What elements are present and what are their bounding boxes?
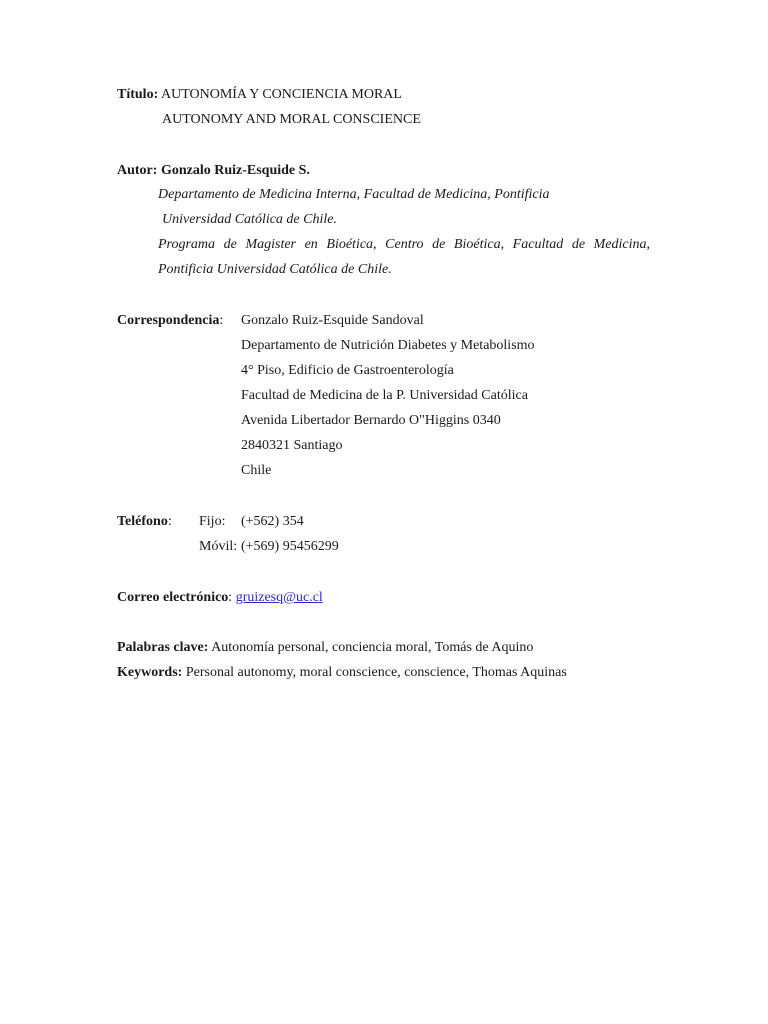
correspondence-line-1: Gonzalo Ruiz-Esquide Sandoval	[241, 313, 424, 328]
email-colon: :	[228, 590, 233, 605]
phone-colon: :	[167, 514, 172, 529]
correspondence-line-2: Departamento de Nutrición Diabetes y Metabolismo	[241, 338, 535, 353]
correspondence-label-line	[117, 312, 223, 330]
affiliation-line-1: Departamento de Medicina Interna, Facultad de Medicina, Pontificia	[158, 187, 550, 202]
keywords-es-value: Autonomía personal, conciencia moral, Tomás de Aquino	[211, 640, 534, 655]
keywords-es-label: Palabras clave:	[117, 640, 209, 655]
title-label: Título:	[117, 87, 159, 102]
affiliation-line-4: Pontificia Universidad Católica de Chile.	[158, 262, 392, 277]
correspondence-line-5: Avenida Libertador Bernardo O"Higgins 0340	[241, 413, 501, 428]
affiliation-line-2: Universidad Católica de Chile.	[162, 212, 337, 227]
email-link[interactable]: gruizesq@uc.cl	[235, 590, 323, 605]
phone-label-line	[117, 513, 172, 531]
keywords-en-line	[117, 664, 567, 682]
phone-fixed-value: (+562) 354	[241, 514, 304, 529]
correspondence-line-3: 4° Piso, Edificio de Gastroenterología	[241, 363, 454, 378]
email-label: Correo electrónico	[117, 590, 229, 605]
correspondence-line-7: Chile	[241, 463, 272, 478]
author-line	[117, 162, 310, 180]
phone-fixed-label: Fijo:	[199, 514, 226, 529]
title-es: AUTONOMÍA Y CONCIENCIA MORAL	[160, 87, 402, 102]
keywords-en-value: Personal autonomy, moral conscience, conscience, Thomas Aquinas	[185, 665, 567, 680]
phone-mobile-label: Móvil:	[199, 539, 238, 554]
keywords-en-label: Keywords:	[117, 665, 183, 680]
affiliation-line-3: Programa de Magister en Bioética, Centro de Bioética, Facultad de Medicina,	[158, 237, 650, 252]
title-line-es	[117, 86, 402, 104]
phone-label: Teléfono	[117, 514, 168, 529]
keywords-es-line	[117, 639, 533, 657]
title-en: AUTONOMY AND MORAL CONSCIENCE	[162, 112, 421, 127]
phone-mobile-value: (+569) 95456299	[241, 539, 339, 554]
email-line	[117, 589, 323, 607]
correspondence-label: Correspondencia	[117, 313, 220, 328]
correspondence-line-6: 2840321 Santiago	[241, 438, 343, 453]
correspondence-line-4: Facultad de Medicina de la P. Universidad Católica	[241, 388, 528, 403]
correspondence-colon: :	[219, 313, 224, 328]
author-label: Autor:	[117, 163, 158, 178]
author-name: Gonzalo Ruiz-Esquide S.	[160, 163, 310, 178]
